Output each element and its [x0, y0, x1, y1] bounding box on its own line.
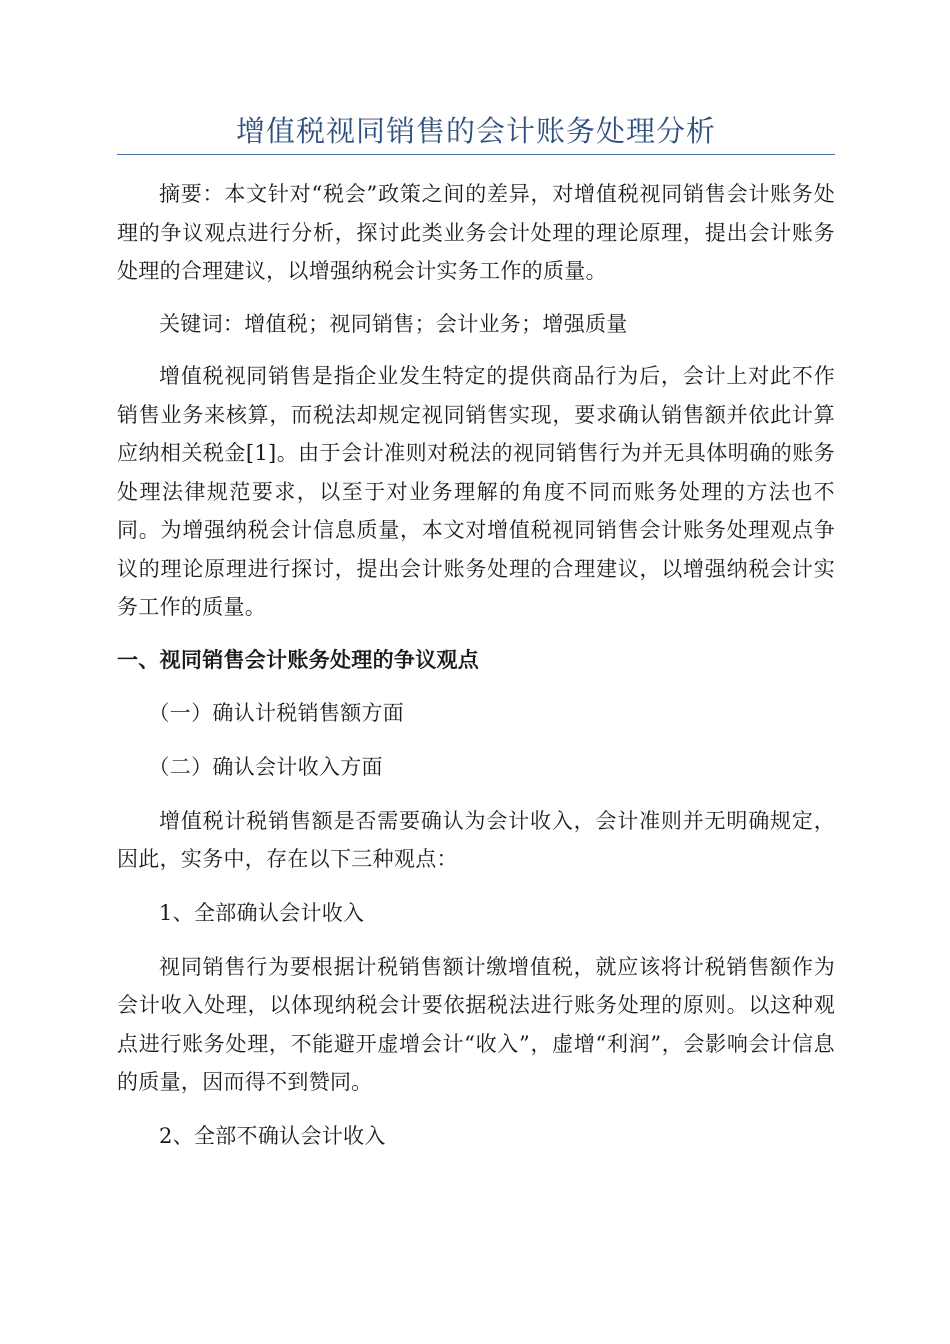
abstract-paragraph: 摘要：本文针对“税会”政策之间的差异，对增值税视同销售会计账务处理的争议观点进行分析，探讨此类业务会计处理的理论原理，提出会计账务处理的合理建议，以增强纳税会计实务工作的质量。: [117, 182, 835, 283]
list-item: 1、全部确认会计收入: [159, 900, 365, 925]
subsection-heading: （二）确认会计收入方面: [148, 754, 383, 779]
subsection-heading: （一）确认计税销售额方面: [148, 700, 405, 725]
body-paragraph: 增值税计税销售额是否需要确认为会计收入，会计准则并无明确规定，因此，实务中，存在以下三种观点：: [117, 808, 835, 871]
document-page: [117, 110, 835, 1155]
document-title: 增值税视同销售的会计账务处理分析: [117, 110, 835, 155]
intro-paragraph: 增值税视同销售是指企业发生特定的提供商品行为后，会计上对此不作销售业务来核算，而税法却规定视同销售实现，要求确认销售额并依此计算应纳相关税金[1]。由于会计准则对税法的视同销售行为并无具体明确的账务处理法律规范要求，以至于对业务理解的角度不同而账务处理的方法也不同。为增强纳税会计信息质量，本文对增值税视同销售会计账务处理观点争议的理论原理进行探讨，提出会计账务处理的合理建议，以增强纳税会计实务工作的质量。: [117, 364, 835, 619]
section-heading: 一、视同销售会计账务处理的争议观点: [117, 647, 480, 672]
body-paragraph: 视同销售行为要根据计税销售额计缴增值税，就应该将计税销售额作为会计收入处理，以体现纳税会计要依据税法进行账务处理的原则。以这种观点进行账务处理，不能避开虚增会计“收入”，虚增“利润”，会影响会计信息的质量，因而得不到赞同。: [117, 954, 835, 1094]
keywords-paragraph: 关键词：增值税；视同销售；会计业务；增强质量: [159, 311, 628, 336]
list-item: 2、全部不确认会计收入: [159, 1123, 386, 1148]
